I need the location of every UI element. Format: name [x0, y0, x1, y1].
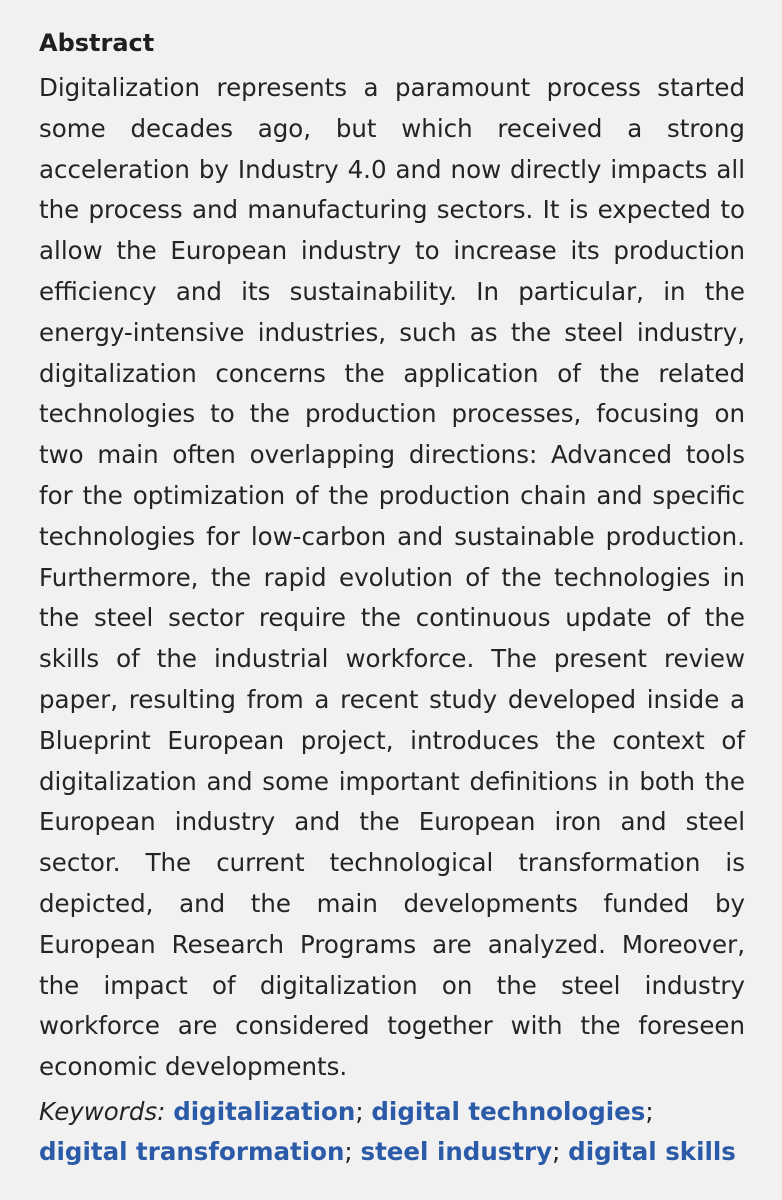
keyword-link-digital-skills[interactable]: digital skills [568, 1136, 736, 1166]
keyword-link-digital-transformation[interactable]: digital transformation [39, 1136, 345, 1166]
keyword-link-digital-technologies[interactable]: digital technologies [371, 1096, 646, 1126]
keyword-link-digitalization[interactable]: digitalization [173, 1096, 356, 1126]
keywords-label: Keywords: [39, 1096, 166, 1126]
keyword-separator: ; [552, 1136, 561, 1166]
keyword-link-steel-industry[interactable]: steel industry [360, 1136, 553, 1166]
abstract-body: Digitalization represents a paramount process started some decades ago, but which received a strong acceleration by Industry 4.0 and now directly impacts all the process and manufacturing sectors. It is expected to allow the European industry to increase its production efficiency and its sustainability. In particular, in the energy-intensive industries, such as the steel industry, digitalization concerns the application of the related technologies to the production processes, focusing on two main often overlapping directions: Advanced tools for the optimization of the production chain and specific technologies for low-carbon and sustainable production. Furthermore, the rapid evolution of the technologies in the steel sector require the continuous update of the skills of the industrial workforce. The present review paper, resulting from a recent study developed inside a Blueprint European project, introduces the context of digitalization and some important definitions in both the European industry and the European iron and steel sector. The current technological transformation is depicted, and the main developments funded by European Research Programs are analyzed. Moreover, the impact of digitalization on the steel industry workforce are considered together with the foreseen economic developments. [39, 73, 745, 1082]
keyword-separator: ; [645, 1096, 654, 1126]
keywords-line [39, 1092, 745, 1172]
abstract-heading: Abstract [39, 29, 155, 57]
keyword-separator: ; [344, 1136, 353, 1166]
keyword-separator: ; [355, 1096, 364, 1126]
